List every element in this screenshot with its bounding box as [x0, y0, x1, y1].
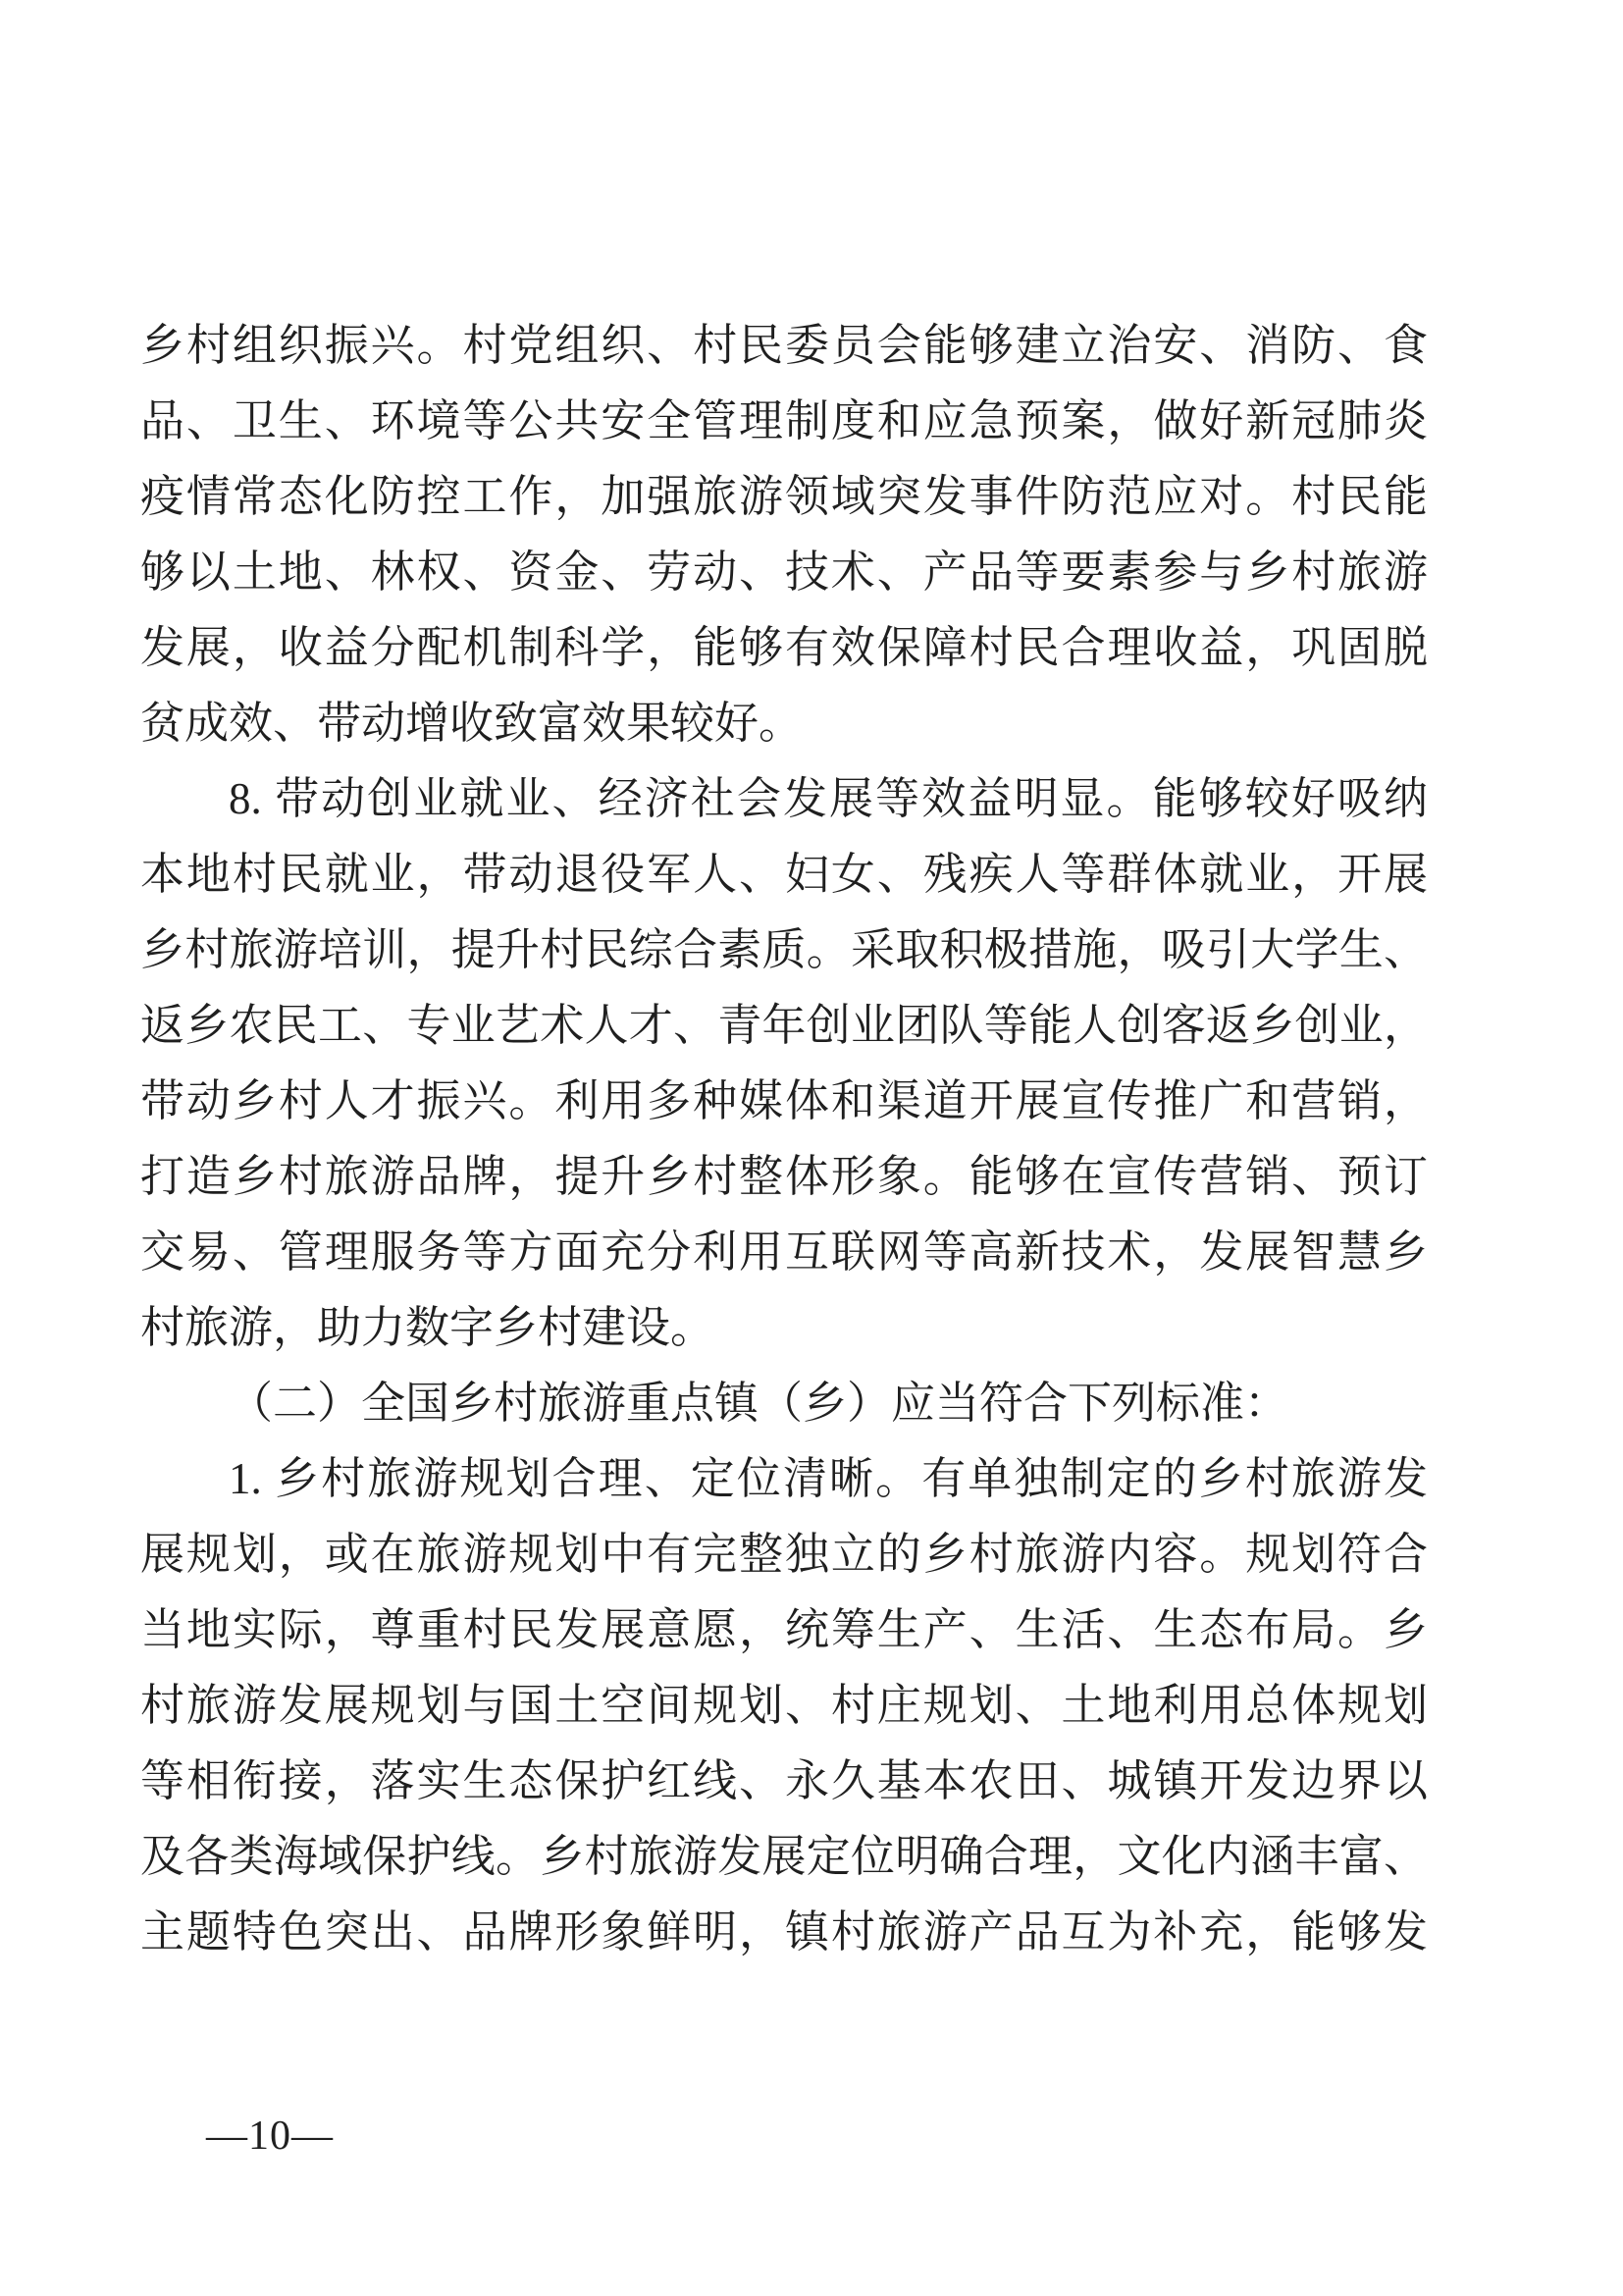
text-line: 乡村组织振兴。村党组织、村民委员会能够建立治安、消防、食 [140, 321, 1428, 370]
text-line: 8. 带动创业就业、经济社会发展等效益明显。能够较好吸纳 [229, 774, 1428, 823]
text-line: 本地村民就业，带动退役军人、妇女、残疾人等群体就业，开展 [140, 850, 1428, 899]
text-line: 村旅游，助力数字乡村建设。 [140, 1303, 715, 1352]
paragraph [140, 1366, 1428, 1441]
text-line: （二）全国乡村旅游重点镇（乡）应当符合下列标准： [229, 1379, 1289, 1428]
text-line: 1. 乡村旅游规划合理、定位清晰。有单独制定的乡村旅游发 [229, 1454, 1428, 1503]
text-line: 返乡农民工、专业艺术人才、青年创业团队等能人创客返乡创业， [140, 1001, 1428, 1050]
text-line: 打造乡村旅游品牌，提升乡村整体形象。能够在宣传营销、预订 [140, 1152, 1428, 1201]
text-line: 品、卫生、环境等公共安全管理制度和应急预案，做好新冠肺炎 [140, 396, 1428, 445]
text-block [140, 308, 1428, 1970]
text-line: 够以土地、林权、资金、劳动、技术、产品等要素参与乡村旅游 [140, 548, 1428, 597]
paragraph [140, 761, 1428, 1366]
text-line: 交易、管理服务等方面充分利用互联网等高新技术，发展智慧乡 [140, 1227, 1428, 1277]
text-line: 发展，收益分配机制科学，能够有效保障村民合理收益，巩固脱 [140, 623, 1428, 672]
text-line: 主题特色突出、品牌形象鲜明，镇村旅游产品互为补充，能够发 [140, 1907, 1428, 1957]
paragraph [140, 308, 1428, 761]
text-line: 贫成效、带动增收致富效果较好。 [140, 699, 804, 748]
text-line: 当地实际，尊重村民发展意愿，统筹生产、生活、生态布局。乡 [140, 1605, 1428, 1654]
text-line: 村旅游发展规划与国土空间规划、村庄规划、土地利用总体规划 [140, 1681, 1428, 1730]
page-number: —10— [206, 2113, 334, 2159]
text-line: 带动乡村人才振兴。利用多种媒体和渠道开展宣传推广和营销， [140, 1076, 1428, 1125]
text-line: 疫情常态化防控工作，加强旅游领域突发事件防范应对。村民能 [140, 472, 1428, 521]
text-line: 等相衔接，落实生态保护红线、永久基本农田、城镇开发边界以 [140, 1756, 1428, 1805]
text-line: 乡村旅游培训，提升村民综合素质。采取积极措施，吸引大学生、 [140, 925, 1428, 974]
text-line: 及各类海域保护线。乡村旅游发展定位明确合理，文化内涵丰富、 [140, 1832, 1428, 1881]
paragraph [140, 1441, 1428, 1970]
text-line: 展规划，或在旅游规划中有完整独立的乡村旅游内容。规划符合 [140, 1530, 1428, 1579]
